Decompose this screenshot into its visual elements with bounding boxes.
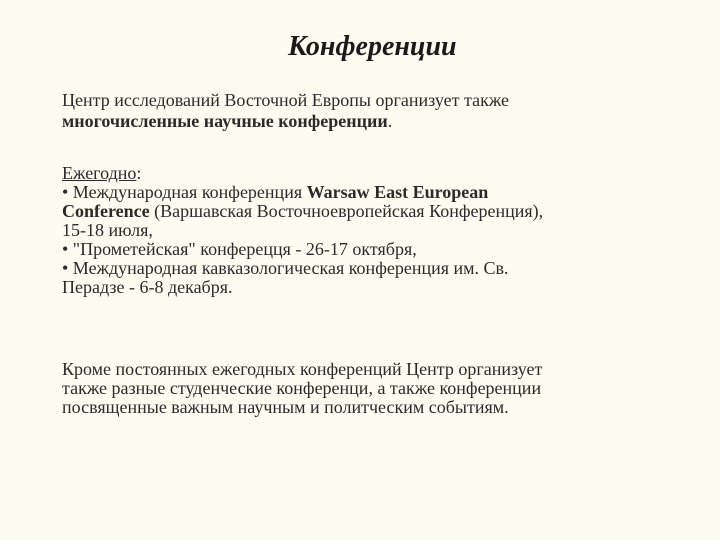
bullet-1-name-part-2: Conference: [62, 201, 150, 221]
intro-line-1: Центр исследований Восточной Европы организует также: [62, 90, 510, 110]
intro-bold-text: многочисленные научные конференции: [62, 111, 388, 131]
slide-title: Конференции: [288, 31, 457, 62]
bullet-3-line-2: Перадзе - 6-8 декабря.: [62, 277, 233, 297]
bullet-1-name-part-1: Warsaw East European: [306, 182, 489, 202]
annual-heading-colon: :: [136, 163, 142, 183]
bullet-3-line-1: • Международная кавказологическая конференция им. Св.: [62, 258, 509, 278]
bullet-2-line: • "Прометейская" конферецця - 26-17 октября,: [62, 239, 417, 259]
annual-section: [62, 164, 662, 297]
closing-paragraph: [62, 360, 662, 417]
bullet-1-prefix: • Международная конференция: [62, 182, 307, 202]
closing-line-1: Кроме постоянных ежегодных конференций Центр организует: [62, 359, 543, 379]
intro-paragraph: [62, 90, 662, 132]
annual-heading-line: [62, 164, 662, 183]
bullet-warsaw-conference: [62, 183, 662, 240]
bullet-1-line-3: 15-18 июля,: [62, 220, 153, 240]
annual-heading: Ежегодно: [62, 163, 137, 183]
bullet-1-rest: (Варшавская Восточноевропейская Конференция),: [149, 201, 544, 221]
bullet-1-line-1: [62, 183, 662, 202]
bullet-caucasus-conference: [62, 259, 662, 297]
bullet-1-line-2: [62, 202, 662, 221]
closing-line-2: также разные студенческие конференци, а также конференции: [62, 378, 542, 398]
bullet-prometheus-conference: [62, 240, 662, 259]
intro-line-2: [62, 111, 662, 132]
intro-period: .: [387, 111, 393, 131]
closing-line-3: посвященные важным научным и политческим событиям.: [62, 397, 509, 417]
